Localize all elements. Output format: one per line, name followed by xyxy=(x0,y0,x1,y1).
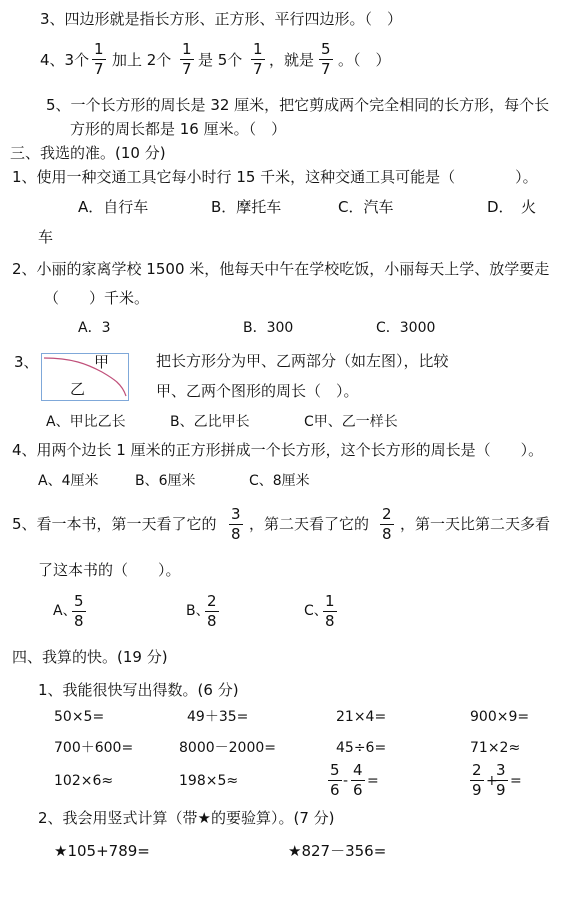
judge-q3: 3、四边形就是指长方形、正方形、平行四边形。（ ） xyxy=(40,10,403,28)
diagram-label: 乙 xyxy=(70,380,86,398)
mental-math-item: 8000－2000= xyxy=(179,740,276,756)
fraction: 1 7 xyxy=(182,40,192,78)
fraction: 4 6 xyxy=(353,761,363,799)
mental-math-item: 102×6≈ xyxy=(54,773,114,789)
mc-q3-number: 3、 xyxy=(14,353,39,371)
mental-math-item: 900×9= xyxy=(470,709,530,725)
operator: - xyxy=(343,773,349,789)
mc-q3-line2: 甲、乙两个图形的周长（ ）。 xyxy=(156,382,359,400)
option: A、甲比乙长 xyxy=(46,414,126,430)
option: B、乙比甲长 xyxy=(170,414,250,430)
mental-math-item: 700＋600= xyxy=(54,740,134,756)
mc-q5-text: ，第一天比第二天多看 xyxy=(400,515,551,533)
calc-item: ★827－356= xyxy=(288,842,387,860)
option: C．3000 xyxy=(376,320,436,336)
operator: = xyxy=(510,773,522,789)
fraction: 2 9 xyxy=(472,761,482,799)
mc-q2-wrap: （ ）千米。 xyxy=(44,289,150,307)
mental-math-item: 45÷6= xyxy=(336,740,387,756)
fraction: 3 9 xyxy=(496,761,506,799)
option: D． 火 xyxy=(487,198,537,216)
option: C甲、乙一样长 xyxy=(304,414,398,430)
fraction: 2 8 xyxy=(382,505,392,543)
judge-q4-suffix: 。（ ） xyxy=(338,51,391,69)
mc-q3-line1: 把长方形分为甲、乙两部分（如左图），比较 xyxy=(156,352,449,370)
fraction: 3 8 xyxy=(231,505,241,543)
subsection-title: 1、我能很快写出得数。(6 分) xyxy=(38,681,239,699)
mental-math-item: 71×2≈ xyxy=(470,740,521,756)
mc-q1: 1、使用一种交通工具它每小时行 15 千米，这种交通工具可能是（ ）。 xyxy=(12,168,538,186)
diagram-label: 甲 xyxy=(94,353,110,371)
calc-item: ★105+789= xyxy=(54,842,150,860)
mc-q5-text: ，第二天看了它的 xyxy=(249,515,370,533)
option: A．自行车 xyxy=(78,198,149,216)
mc-q1-wrap: 车 xyxy=(38,228,54,246)
option: B．摩托车 xyxy=(211,198,282,216)
option-label: B、 xyxy=(186,603,210,619)
fraction: 2 8 xyxy=(207,592,217,630)
judge-q4-prefix: 4、3个 xyxy=(40,51,90,69)
mental-math-item: 49＋35= xyxy=(187,709,249,725)
operator: = xyxy=(367,773,379,789)
option: A、4厘米 xyxy=(38,473,99,489)
fraction: 5 8 xyxy=(74,592,84,630)
fraction: 1 8 xyxy=(325,592,335,630)
section-title: 三、我选的准。(10 分) xyxy=(10,144,166,162)
judge-q4-text: 加上 2个 xyxy=(112,51,172,69)
fraction: 1 7 xyxy=(94,40,104,78)
mental-math-item: 21×4= xyxy=(336,709,387,725)
fraction: 5 7 xyxy=(321,40,331,78)
option: B、6厘米 xyxy=(135,473,196,489)
mc-q2: 2、小丽的家离学校 1500 米，他每天中午在学校吃饭，小丽每天上学、放学要走 xyxy=(12,260,550,278)
option: A．3 xyxy=(78,320,111,336)
judge-q5-line1: 5、一个长方形的周长是 32 厘米，把它剪成两个完全相同的长方形，每个长 xyxy=(46,96,550,114)
mental-math-item: 198×5≈ xyxy=(179,773,239,789)
fraction: 1 7 xyxy=(253,40,263,78)
subsection-title: 2、我会用竖式计算（带★的要验算）。(7 分) xyxy=(38,809,335,827)
operator: + xyxy=(486,773,498,789)
mc-q4: 4、用两个边长 1 厘米的正方形拼成一个长方形，这个长方形的周长是（ ）。 xyxy=(12,441,544,459)
judge-q5-line2: 方形的周长都是 16 厘米。（ ） xyxy=(70,120,287,138)
option-label: A、 xyxy=(53,603,77,619)
mc-q5-prefix: 5、看一本书，第一天看了它的 xyxy=(12,515,217,533)
fraction: 5 6 xyxy=(330,761,340,799)
section-title: 四、我算的快。(19 分) xyxy=(12,648,168,666)
option: C、8厘米 xyxy=(249,473,310,489)
judge-q4-text: 是 5个 xyxy=(198,51,243,69)
mental-math-item: 50×5= xyxy=(54,709,105,725)
mc-q5-wrap: 了这本书的（ ）。 xyxy=(38,561,181,579)
option: B．300 xyxy=(243,320,294,336)
option-label: C、 xyxy=(304,603,328,619)
option: C．汽车 xyxy=(338,198,394,216)
judge-q4-text: ，就是 xyxy=(269,51,315,69)
rectangle-diagram xyxy=(41,353,129,401)
